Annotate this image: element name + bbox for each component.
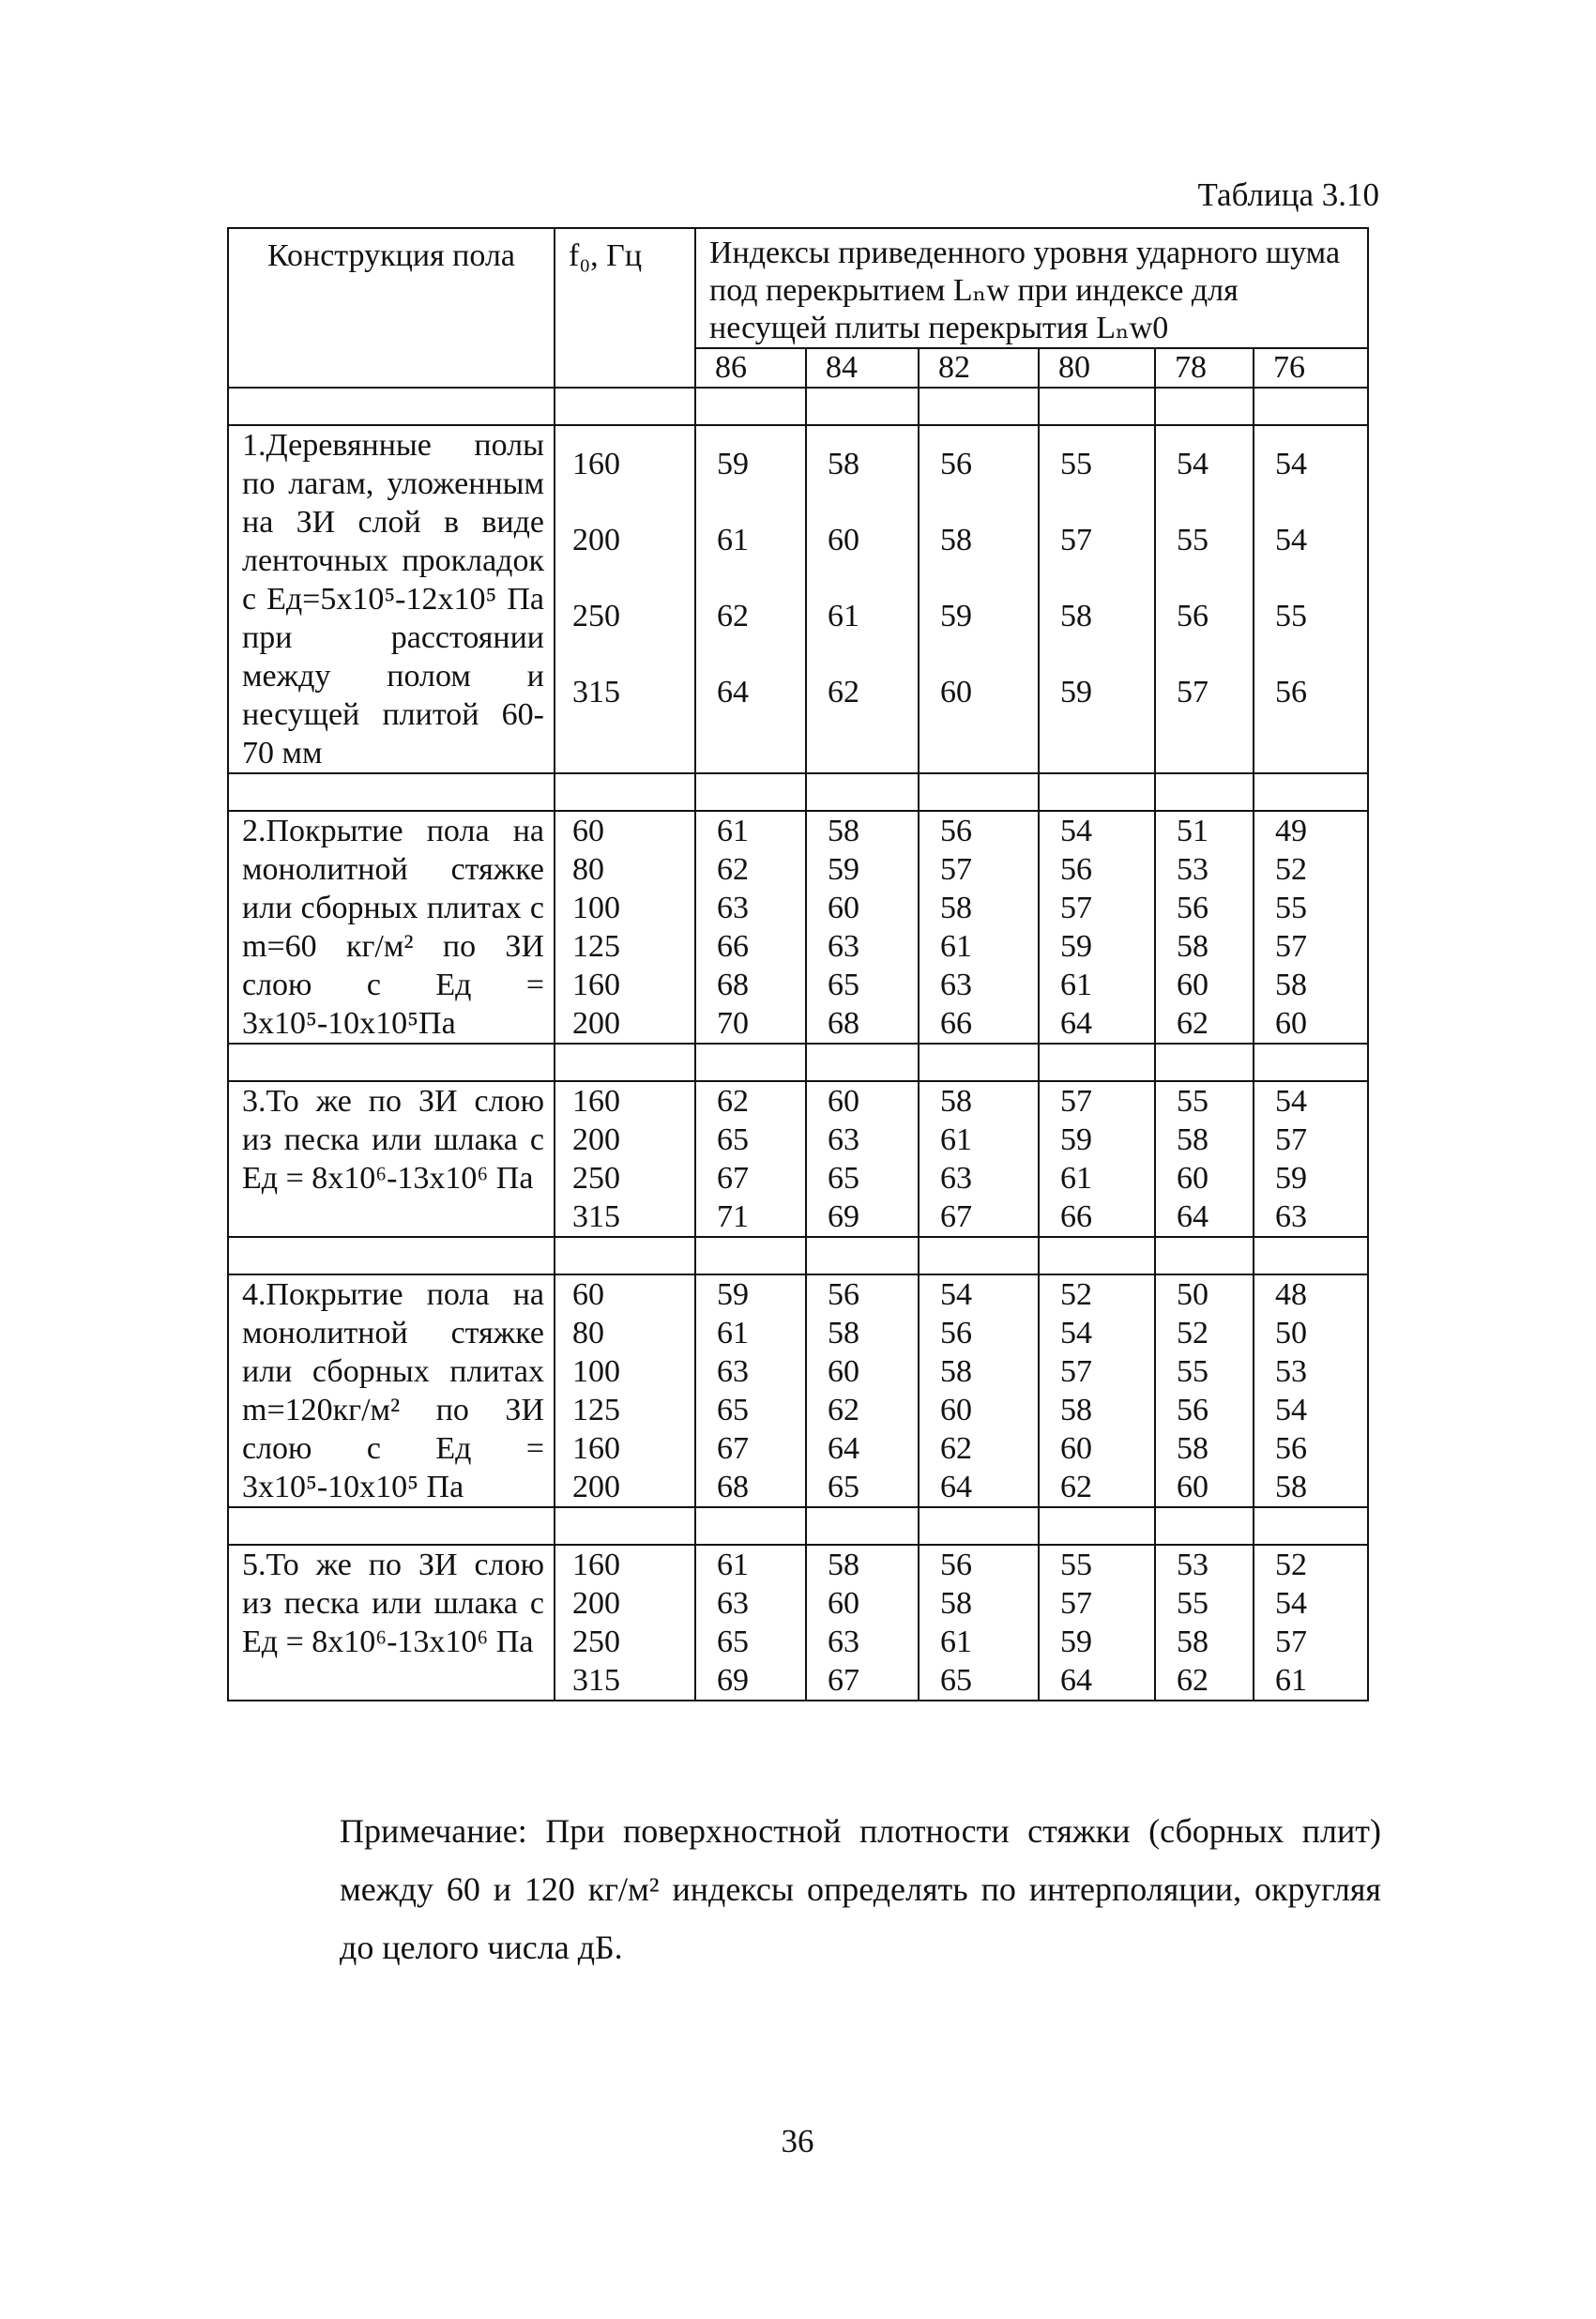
column-header: 84 bbox=[806, 348, 919, 388]
value-cell: 57 59 61 66 bbox=[1039, 1081, 1155, 1237]
table-row bbox=[228, 1081, 1368, 1237]
value-cell: 55 57 58 59 bbox=[1039, 425, 1155, 773]
value-cell: 59 61 63 65 67 68 bbox=[695, 1274, 806, 1507]
construction-cell: 1.Деревянные полы по лагам, уложенным на ЗИ слой в виде ленточных прокладок с Eд=5х10⁵-12х10⁵ Па при расстоянии между полом и несущей плитой 60-70 мм bbox=[228, 425, 555, 773]
value-cell: 49 52 55 57 58 60 bbox=[1254, 811, 1368, 1044]
value-cell: 54 56 57 59 61 64 bbox=[1039, 811, 1155, 1044]
construction-header: Конструкция пола bbox=[228, 228, 555, 388]
value-cell: 61 62 63 66 68 70 bbox=[695, 811, 806, 1044]
spacer-row bbox=[228, 1507, 1368, 1545]
table-row bbox=[228, 425, 1368, 773]
value-cell: 53 55 58 62 bbox=[1155, 1545, 1254, 1701]
f0-cell: 160 200 250 315 bbox=[555, 1081, 695, 1237]
construction-cell: 2.Покрытие пола на монолитной стяжке или сборных плитах с m=60 кг/м² по ЗИ слою с Eд = 3х10⁵-10х10⁵Па bbox=[228, 811, 555, 1044]
table-row bbox=[228, 1545, 1368, 1701]
value-cell: 54 56 58 60 62 64 bbox=[919, 1274, 1039, 1507]
value-cell: 56 58 60 62 64 65 bbox=[806, 1274, 919, 1507]
f0-header: f₀, Гц bbox=[555, 228, 695, 388]
value-cell: 61 63 65 69 bbox=[695, 1545, 806, 1701]
construction-cell: 5.То же по ЗИ слою из песка или шлака с Eд = 8х10⁶-13х10⁶ Па bbox=[228, 1545, 555, 1701]
spacer-row bbox=[228, 1237, 1368, 1274]
construction-cell: 4.Покрытие пола на монолитной стяжке или сборных плитах m=120кг/м² по ЗИ слою с Eд = 3х10⁵-10х10⁵ Па bbox=[228, 1274, 555, 1507]
value-cell: 58 59 60 63 65 68 bbox=[806, 811, 919, 1044]
value-cell: 58 60 61 62 bbox=[806, 425, 919, 773]
value-cell: 54 57 59 63 bbox=[1254, 1081, 1368, 1237]
spacer-row bbox=[228, 388, 1368, 425]
value-cell: 58 60 63 67 bbox=[806, 1545, 919, 1701]
page-number: 36 bbox=[781, 2123, 814, 2159]
column-header: 76 bbox=[1254, 348, 1368, 388]
value-cell: 56 58 59 60 bbox=[919, 425, 1039, 773]
data-table bbox=[227, 227, 1369, 1701]
f0-cell: 60 80 100 125 160 200 bbox=[555, 811, 695, 1044]
table-row bbox=[228, 1274, 1368, 1507]
spacer-row bbox=[228, 773, 1368, 811]
header-row bbox=[228, 228, 1368, 348]
value-cell: 52 54 57 61 bbox=[1254, 1545, 1368, 1701]
column-header: 80 bbox=[1039, 348, 1155, 388]
f0-cell: 60 80 100 125 160 200 bbox=[555, 1274, 695, 1507]
value-cell: 56 57 58 61 63 66 bbox=[919, 811, 1039, 1044]
value-cell: 50 52 55 56 58 60 bbox=[1155, 1274, 1254, 1507]
value-cell: 54 55 56 57 bbox=[1155, 425, 1254, 773]
value-cell: 62 65 67 71 bbox=[695, 1081, 806, 1237]
spacer-row bbox=[228, 1044, 1368, 1081]
table-row bbox=[228, 811, 1368, 1044]
column-header: 82 bbox=[919, 348, 1039, 388]
value-cell: 60 63 65 69 bbox=[806, 1081, 919, 1237]
value-cell: 51 53 56 58 60 62 bbox=[1155, 811, 1254, 1044]
table-note: Примечание: При поверхностной плотности стяжки (сборных плит) между 60 и 120 кг/м² индексы определять по интерполяции, округляя до целого числа дБ. bbox=[340, 1812, 1381, 1966]
value-cell: 55 57 59 64 bbox=[1039, 1545, 1155, 1701]
indices-header: Индексы приведенного уровня ударного шума под перекрытием Lₙw при индексе для несущей плиты перекрытия Lₙw0 bbox=[695, 228, 1368, 348]
construction-cell: 3.То же по ЗИ слою из песка или шлака с Eд = 8х10⁶-13х10⁶ Па bbox=[228, 1081, 555, 1237]
value-cell: 59 61 62 64 bbox=[695, 425, 806, 773]
value-cell: 56 58 61 65 bbox=[919, 1545, 1039, 1701]
column-header: 78 bbox=[1155, 348, 1254, 388]
table-caption: Таблица 3.10 bbox=[1197, 176, 1379, 213]
value-cell: 48 50 53 54 56 58 bbox=[1254, 1274, 1368, 1507]
f0-cell: 160 200 250 315 bbox=[555, 425, 695, 773]
value-cell: 55 58 60 64 bbox=[1155, 1081, 1254, 1237]
value-cell: 52 54 57 58 60 62 bbox=[1039, 1274, 1155, 1507]
column-header: 86 bbox=[695, 348, 806, 388]
value-cell: 54 54 55 56 bbox=[1254, 425, 1368, 773]
f0-cell: 160 200 250 315 bbox=[555, 1545, 695, 1701]
value-cell: 58 61 63 67 bbox=[919, 1081, 1039, 1237]
